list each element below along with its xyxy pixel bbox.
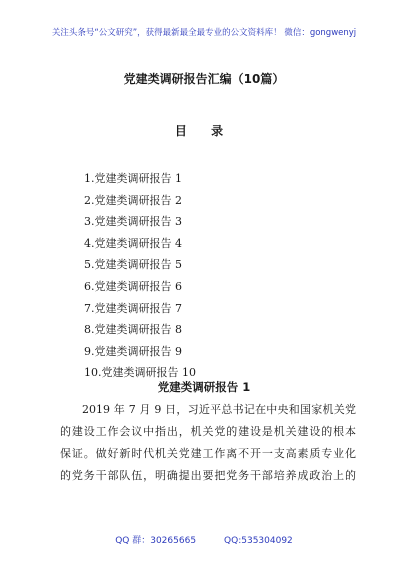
table-of-contents xyxy=(84,168,196,384)
document-title: 党建类调研报告汇编（10篇） xyxy=(123,72,285,86)
toc-item-7[interactable]: 7.党建类调研报告 7 xyxy=(84,301,182,315)
toc-item-6[interactable]: 6.党建类调研报告 6 xyxy=(84,279,182,293)
toc-item-10[interactable]: 10.党建类调研报告 10 xyxy=(84,366,196,380)
toc-item-4[interactable]: 4.党建类调研报告 4 xyxy=(84,236,182,250)
footer-qq-number: QQ:535304092 xyxy=(224,536,293,546)
body-paragraph xyxy=(60,399,356,487)
footer-qq-group: QQ 群：30265665 xyxy=(115,536,197,546)
footer-contact xyxy=(0,533,408,546)
toc-item-8[interactable]: 8.党建类调研报告 8 xyxy=(84,323,182,337)
toc-item-1[interactable]: 1.党建类调研报告 1 xyxy=(84,172,182,185)
toc-heading: 目 录 xyxy=(174,124,234,138)
paragraph-line: 2019 年 7 月 9 日，习近平总书记在中央和国家机关党 xyxy=(82,403,356,416)
paragraph-line: 的建设工作会议中指出，机关党的建设是机关建设的根本 xyxy=(60,425,356,438)
paragraph-line: 的党务干部队伍，明确提出要把党务干部培养成政治上的 xyxy=(60,469,356,482)
toc-item-5[interactable]: 5.党建类调研报告 5 xyxy=(84,258,182,272)
toc-item-3[interactable]: 3.党建类调研报告 3 xyxy=(84,215,182,229)
toc-item-9[interactable]: 9.党建类调研报告 9 xyxy=(84,344,182,358)
section-title: 党建类调研报告 1 xyxy=(157,380,251,394)
paragraph-line: 保证。做好新时代机关党建工作离不开一支高素质专业化 xyxy=(60,447,356,460)
toc-item-2[interactable]: 2.党建类调研报告 2 xyxy=(84,193,182,207)
promo-header-banner: 关注头条号“公文研究”，获得最新最全最专业的公文资料库！ 微信：gongwenyj xyxy=(51,28,357,38)
